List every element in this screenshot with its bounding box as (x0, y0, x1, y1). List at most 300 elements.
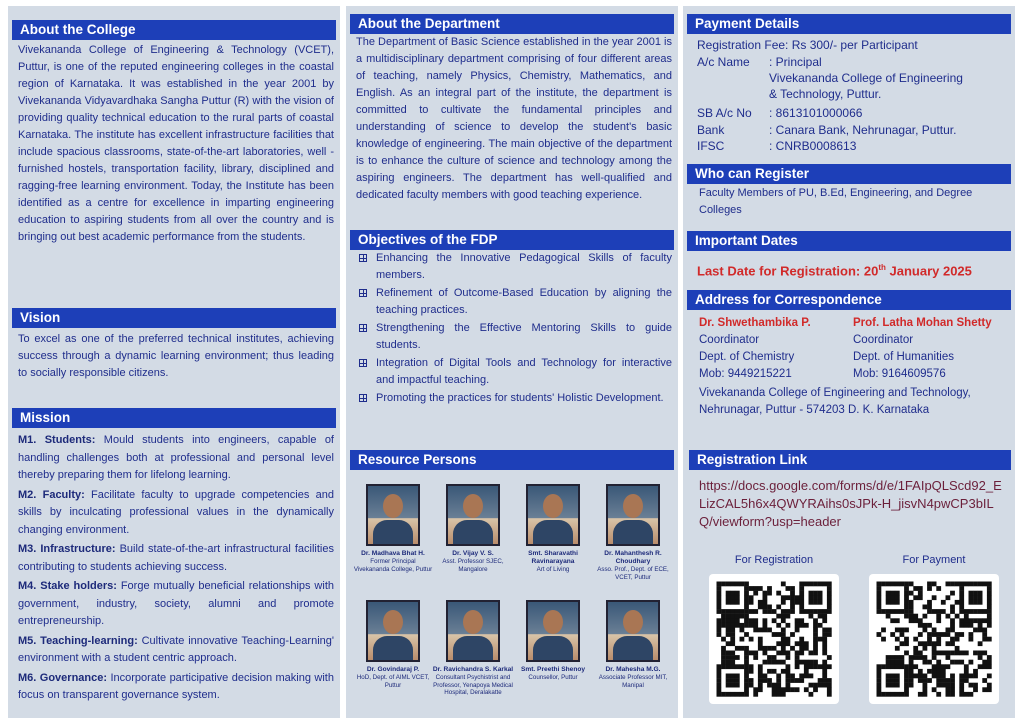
qr-module (946, 614, 951, 619)
qr-module (959, 586, 964, 591)
qr-module (776, 674, 781, 679)
qr-module (781, 646, 786, 651)
qr-module (982, 628, 987, 633)
qr-module (758, 678, 763, 683)
qr-module (744, 664, 749, 669)
qr-module (776, 678, 781, 683)
qr-module (895, 595, 900, 600)
qr-module (717, 609, 722, 614)
qr-module (982, 651, 987, 656)
qr-module (795, 678, 800, 683)
qr-module (809, 582, 814, 587)
qr-module (950, 683, 955, 688)
qr-module (772, 683, 777, 688)
qr-module (941, 600, 946, 605)
qr-module (946, 632, 951, 637)
qr-module (822, 683, 827, 688)
qr-module (735, 678, 740, 683)
qr-module (877, 595, 882, 600)
qr-module (767, 683, 772, 688)
qr-module (753, 591, 758, 596)
qr-payment-label: For Payment (902, 554, 966, 566)
qr-module (900, 582, 905, 587)
objective-text: Refinement of Outcome-Based Education by aligning the teaching practices. (376, 287, 672, 316)
objectives-heading: Objectives of the FDP (350, 230, 674, 250)
qr-module (776, 692, 781, 697)
qr-module (799, 678, 804, 683)
qr-module (941, 664, 946, 669)
qr-module (918, 618, 923, 623)
person-name: Dr. Madhava Bhat H. (361, 550, 425, 557)
qr-module (936, 641, 941, 646)
qr-module (717, 632, 722, 637)
qr-module (717, 605, 722, 610)
qr-module (753, 623, 758, 628)
qr-module (827, 664, 832, 669)
qr-module (932, 669, 937, 674)
qr-module (795, 623, 800, 628)
qr-module (827, 605, 832, 610)
qr-module (982, 687, 987, 692)
qr-module (790, 605, 795, 610)
qr-module (827, 683, 832, 688)
objective-item (356, 320, 672, 354)
mission-text: Incorporate participative decision making with focus on transparent governance system. (18, 671, 334, 701)
person-photo (606, 484, 660, 546)
qr-module (772, 632, 777, 637)
qr-module (818, 582, 823, 587)
qr-module (969, 683, 974, 688)
qr-module (913, 614, 918, 619)
qr-module (904, 692, 909, 697)
qr-module (749, 651, 754, 656)
qr-module (795, 651, 800, 656)
qr-module (721, 646, 726, 651)
qr-module (822, 669, 827, 674)
qr-module (918, 678, 923, 683)
qr-module (735, 595, 740, 600)
qr-module (822, 641, 827, 646)
qr-module (735, 683, 740, 688)
qr-module (909, 591, 914, 596)
qr-module (890, 678, 895, 683)
qr-module (767, 646, 772, 651)
qr-module (950, 605, 955, 610)
qr-module (886, 609, 891, 614)
qr-module (890, 655, 895, 660)
qr-module (927, 609, 932, 614)
qr-module (790, 595, 795, 600)
resource-persons-heading: Resource Persons (350, 450, 674, 470)
qr-module (818, 595, 823, 600)
qr-module (749, 683, 754, 688)
qr-module (758, 687, 763, 692)
qr-module (918, 586, 923, 591)
qr-module (877, 600, 882, 605)
qr-module (923, 692, 928, 697)
qr-module (886, 678, 891, 683)
qr-module (877, 609, 882, 614)
qr-module (813, 683, 818, 688)
qr-module (973, 628, 978, 633)
qr-module (744, 678, 749, 683)
qr-module (799, 582, 804, 587)
qr-module (827, 591, 832, 596)
qr-module (753, 618, 758, 623)
qr-registration-label: For Registration (734, 554, 814, 566)
qr-module (799, 600, 804, 605)
qr-module (946, 641, 951, 646)
qr-module (781, 614, 786, 619)
qr-module (890, 582, 895, 587)
person-name: Dr. Govindaraj P. (366, 666, 420, 673)
qr-module (950, 628, 955, 633)
qr-module (726, 683, 731, 688)
plus-box-icon (359, 289, 367, 297)
objective-item (356, 250, 672, 284)
qr-module (890, 632, 895, 637)
qr-module (730, 692, 735, 697)
qr-module (959, 651, 964, 656)
qr-module (890, 660, 895, 665)
mission-item (18, 578, 334, 631)
qr-module (735, 618, 740, 623)
qr-module (758, 628, 763, 633)
qr-module (730, 632, 735, 637)
qr-module (795, 664, 800, 669)
mission-label: M5. Teaching-learning: (18, 634, 138, 647)
qr-module (927, 669, 932, 674)
qr-module (744, 651, 749, 656)
person-photo (366, 600, 420, 662)
qr-module (818, 609, 823, 614)
qr-module (886, 591, 891, 596)
qr-module (804, 623, 809, 628)
qr-module (936, 678, 941, 683)
qr-module (936, 609, 941, 614)
qr-module (730, 591, 735, 596)
coordinator-2-role: Coordinator (853, 334, 914, 346)
qr-module (804, 674, 809, 679)
qr-module (776, 651, 781, 656)
qr-module (946, 628, 951, 633)
qr-module (932, 674, 937, 679)
qr-module (909, 674, 914, 679)
qr-module (932, 641, 937, 646)
qr-module (813, 618, 818, 623)
qr-module (890, 674, 895, 679)
qr-module (744, 609, 749, 614)
qr-module (904, 674, 909, 679)
account-name-line2: Vivekananda College of Engineering (769, 71, 963, 85)
person-name: Smt. Preethi Shenoy (520, 666, 586, 673)
qr-module (749, 669, 754, 674)
qr-module (822, 646, 827, 651)
qr-module (904, 637, 909, 642)
registration-qr-code[interactable] (709, 574, 839, 704)
qr-module (936, 664, 941, 669)
qr-module (904, 595, 909, 600)
qr-module (767, 605, 772, 610)
qr-module (987, 618, 992, 623)
mission-label: M4. Stake holders: (18, 580, 117, 592)
qr-module (982, 632, 987, 637)
qr-module (946, 655, 951, 660)
account-name-row (697, 54, 822, 70)
qr-module (941, 609, 946, 614)
qr-module (813, 664, 818, 669)
qr-module (978, 582, 983, 587)
qr-module (950, 618, 955, 623)
qr-module (964, 618, 969, 623)
qr-module (786, 674, 791, 679)
qr-module (959, 618, 964, 623)
qr-module (804, 646, 809, 651)
qr-module (735, 674, 740, 679)
qr-module (753, 655, 758, 660)
qr-module (900, 660, 905, 665)
registration-link[interactable]: https://docs.google.com/forms/d/e/1FAIpQLScd92_ELizCAL5h6x4QWYRAihs0sJPk-H_jisvN4pwCP3bILQ/viewform?usp=header (699, 478, 1002, 529)
qr-module (786, 651, 791, 656)
qr-module (923, 660, 928, 665)
qr-module (726, 591, 731, 596)
about-department-text: The Department of Basic Science established in the year 2001 is a multidisciplinary department comprising of four different areas of teaching, namely Physics, Chemistry, Mathematics, and English. As an integral part of the institute, the department is committed to cultivate the fundamental principles and understanding of science to develop the student's basic knowledge of engineering. The main objective of the department is to enhance the culture of science and technology among the aspiring engineers. The department has well-qualified and dedicated faculty members with good teaching experience. (356, 36, 672, 201)
qr-module (753, 687, 758, 692)
mission-label: M6. Governance: (18, 671, 108, 684)
qr-module (786, 609, 791, 614)
qr-module (749, 586, 754, 591)
qr-module (804, 582, 809, 587)
qr-module (721, 614, 726, 619)
qr-module (804, 664, 809, 669)
mission-item (18, 432, 334, 485)
qr-module (964, 674, 969, 679)
qr-module (877, 632, 882, 637)
person-role: Asst. Professor SJEC, Mangalore (442, 558, 504, 573)
qr-module (895, 678, 900, 683)
qr-module (886, 692, 891, 697)
qr-module (895, 609, 900, 614)
qr-module (813, 646, 818, 651)
account-name-line3: & Technology, Puttur. (769, 87, 882, 101)
qr-module (744, 660, 749, 665)
qr-module (918, 591, 923, 596)
qr-module (730, 623, 735, 628)
qr-module (964, 623, 969, 628)
qr-module (982, 664, 987, 669)
qr-module (818, 623, 823, 628)
qr-module (767, 586, 772, 591)
person-photo (366, 484, 420, 546)
qr-module (763, 678, 768, 683)
qr-module (717, 664, 722, 669)
qr-module (740, 582, 745, 587)
qr-module (735, 614, 740, 619)
qr-module (726, 628, 731, 633)
qr-module (973, 651, 978, 656)
qr-module (987, 595, 992, 600)
qr-module (717, 628, 722, 633)
qr-module (969, 660, 974, 665)
qr-module (740, 609, 745, 614)
qr-module (909, 582, 914, 587)
qr-module (973, 674, 978, 679)
qr-module (763, 618, 768, 623)
qr-module (786, 664, 791, 669)
qr-module (973, 609, 978, 614)
qr-module (795, 660, 800, 665)
qr-module (726, 609, 731, 614)
qr-module (776, 632, 781, 637)
qr-module (969, 591, 974, 596)
qr-module (969, 609, 974, 614)
bank-label: Bank (697, 123, 725, 137)
qr-module (877, 674, 882, 679)
qr-module (827, 586, 832, 591)
qr-module (730, 674, 735, 679)
about-department-heading: About the Department (350, 14, 674, 34)
qr-module (936, 586, 941, 591)
qr-module (813, 582, 818, 587)
qr-module (717, 618, 722, 623)
qr-module (959, 600, 964, 605)
qr-module (904, 591, 909, 596)
qr-module (932, 628, 937, 633)
mission-text: Mould students into engineers, capable of handling challenges both at professional and personal level thereby preparing them for lifelong learning. (18, 434, 334, 481)
qr-module (890, 591, 895, 596)
qr-module (969, 637, 974, 642)
mission-text: Facilitate faculty to upgrade competencies and skills by inculcating professional values in the dynamically changing environment. (18, 488, 334, 536)
qr-module (923, 628, 928, 633)
qr-module (987, 586, 992, 591)
qr-module (726, 595, 731, 600)
qr-module (918, 651, 923, 656)
qr-module (895, 628, 900, 633)
resource-person (592, 484, 674, 581)
qr-module (886, 655, 891, 660)
qr-module (799, 674, 804, 679)
qr-module (730, 628, 735, 633)
qr-module (982, 609, 987, 614)
qr-module (936, 618, 941, 623)
qr-module (886, 600, 891, 605)
qr-module (822, 582, 827, 587)
qr-module (827, 692, 832, 697)
qr-module (776, 660, 781, 665)
qr-module (763, 660, 768, 665)
qr-module (895, 591, 900, 596)
qr-module (946, 582, 951, 587)
qr-module (776, 683, 781, 688)
qr-module (904, 687, 909, 692)
qr-module (767, 655, 772, 660)
qr-module (744, 669, 749, 674)
qr-module (717, 692, 722, 697)
qr-module (987, 582, 992, 587)
qr-module (809, 692, 814, 697)
qr-module (726, 632, 731, 637)
qr-module (726, 655, 731, 660)
qr-module (744, 600, 749, 605)
qr-module (950, 623, 955, 628)
qr-module (744, 605, 749, 610)
qr-module (904, 678, 909, 683)
person-role: Art of Living (536, 566, 570, 573)
qr-module (799, 651, 804, 656)
qr-module (964, 692, 969, 697)
qr-module (822, 678, 827, 683)
coordinator-2-mobile: Mob: 9164609576 (853, 368, 946, 380)
qr-module (890, 595, 895, 600)
qr-module (927, 605, 932, 610)
resource-person (432, 600, 514, 697)
person-name: Dr. Vijay V. S. (452, 550, 494, 557)
qr-module (753, 586, 758, 591)
qr-module (809, 600, 814, 605)
qr-module (904, 600, 909, 605)
qr-module (877, 669, 882, 674)
qr-module (781, 660, 786, 665)
qr-module (881, 582, 886, 587)
qr-module (886, 674, 891, 679)
qr-module (886, 582, 891, 587)
qr-module (763, 651, 768, 656)
qr-module (904, 628, 909, 633)
qr-module (795, 641, 800, 646)
qr-module (895, 674, 900, 679)
qr-module (822, 651, 827, 656)
qr-module (772, 618, 777, 623)
qr-module (886, 595, 891, 600)
payment-qr-code[interactable] (869, 574, 999, 704)
qr-module (909, 683, 914, 688)
qr-module (813, 595, 818, 600)
qr-module (753, 692, 758, 697)
qr-module (781, 641, 786, 646)
person-name: Dr. Mahanthesh R. Choudhary (604, 550, 662, 565)
qr-module (913, 655, 918, 660)
qr-module (744, 623, 749, 628)
qr-module (753, 609, 758, 614)
qr-module (813, 641, 818, 646)
qr-module (740, 692, 745, 697)
qr-module (932, 582, 937, 587)
qr-module (786, 655, 791, 660)
qr-module (881, 628, 886, 633)
qr-module (987, 687, 992, 692)
resource-person (512, 484, 594, 574)
qr-module (877, 586, 882, 591)
qr-module (904, 605, 909, 610)
left-column (8, 6, 340, 718)
qr-module (964, 609, 969, 614)
vision-text: To excel as one of the preferred technical institutes, achieving success through a dynamic learning environment; thus leading to socially responsible citizens. (18, 333, 334, 379)
qr-module (900, 655, 905, 660)
qr-module (735, 646, 740, 651)
qr-module (786, 623, 791, 628)
qr-module (978, 591, 983, 596)
qr-module (717, 674, 722, 679)
qr-module (895, 618, 900, 623)
qr-module (946, 683, 951, 688)
qr-module (735, 623, 740, 628)
qr-module (726, 692, 731, 697)
account-name-label: A/c Name (697, 55, 750, 69)
qr-module (886, 614, 891, 619)
mission-label: M1. Students: (18, 434, 96, 446)
qr-module (790, 674, 795, 679)
qr-module (735, 692, 740, 697)
